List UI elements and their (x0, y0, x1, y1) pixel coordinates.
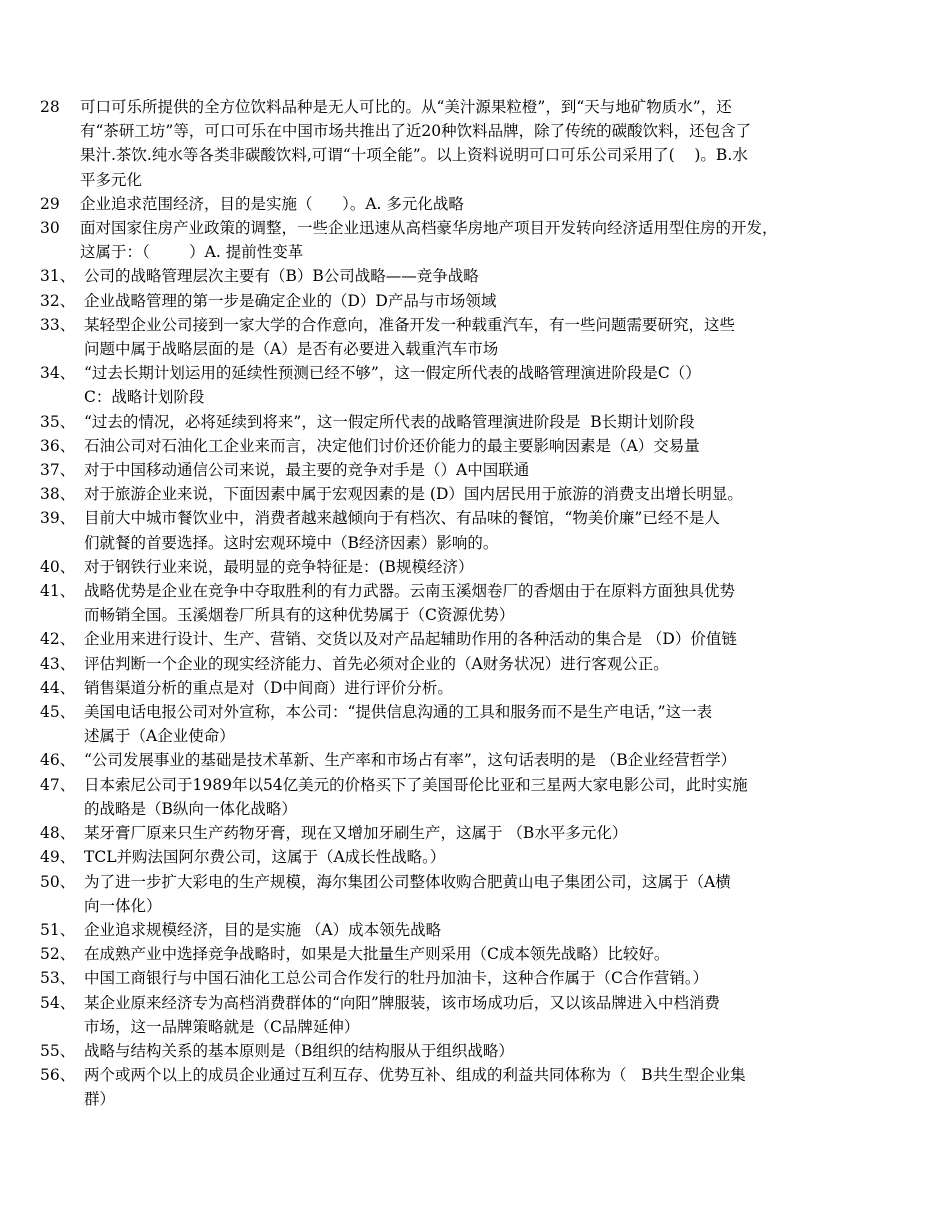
question-number: 38、 (40, 485, 76, 504)
question-text-line: 平多元化 (80, 170, 143, 189)
question-text-line: “过去长期计划运用的延续性预测已经不够”，这一假定所代表的战略管理演进阶段是C（） (84, 364, 701, 383)
question-number: 36、 (40, 436, 76, 455)
question-text-line: 对于中国移动通信公司来说，最主要的竞争对手是（）A中国联通 (84, 461, 530, 480)
question-text-line: 评估判断一个企业的现实经济能力、首先必须对企业的（A财务状况）进行客观公正。 (84, 654, 669, 673)
question-text-line: “公司发展事业的基础是技术革新、生产率和市场占有率”，这句话表明的是 （B企业经营哲学） (84, 751, 737, 770)
question-text-line: 果汁.茶饮.纯水等各类非碳酸饮料,可谓“十项全能”。以上资料说明可口可乐公司采用了( )。B.水 (80, 146, 748, 165)
question-text-line: 有“茶研工坊”等，可口可乐在中国市场共推出了近20种饮料品牌，除了传统的碳酸饮料，还包含了 (80, 122, 752, 141)
question-text (84, 555, 920, 579)
question-text-line: 美国电话电报公司对外宣称，本公司：“提供信息沟通的工具和服务而不是生产电话，”这一表 (84, 703, 713, 722)
question-item (40, 676, 920, 700)
question-text-line: 某企业原来经济专为高档消费群体的“向阳”牌服装，该市场成功后，又以该品牌进入中档消费 (84, 993, 720, 1012)
question-text (84, 313, 920, 361)
question-number: 42、 (40, 630, 76, 649)
question-text-line: 在成熟产业中选择竞争战略时，如果是大批量生产则采用（C成本领先战略）比较好。 (84, 945, 670, 964)
question-item (40, 264, 920, 288)
question-text (84, 264, 920, 288)
question-text-line: 石油公司对石油化工企业来而言，决定他们讨价还价能力的最主要影响因素是（A）交易量 (84, 436, 700, 455)
question-text-line: 对于钢铁行业来说，最明显的竞争特征是：(B规模经济） (84, 557, 474, 576)
question-item (40, 942, 920, 966)
question-text (80, 95, 920, 192)
question-text-line: 的战略是（B纵向一体化战略） (84, 799, 297, 818)
question-text (84, 482, 920, 506)
question-number: 28 (40, 98, 60, 116)
question-item (40, 1039, 920, 1063)
question-item (40, 95, 920, 192)
question-item (40, 991, 920, 1039)
question-number: 34、 (40, 364, 76, 383)
question-text-line: TCL并购法国阿尔费公司，这属于（A成长性战略。） (84, 848, 446, 867)
question-number: 48、 (40, 824, 76, 843)
question-number: 56、 (40, 1066, 76, 1085)
question-item (40, 434, 920, 458)
question-text-line: 目前大中城市餐饮业中，消费者越来越倾向于有档次、有品味的餐馆，“物美价廉”已经不是人 (84, 509, 720, 528)
question-number: 31、 (40, 267, 76, 286)
question-item (40, 410, 920, 434)
question-number: 53、 (40, 969, 76, 988)
question-text-line: 两个或两个以上的成员企业通过互利互存、优势互补、组成的利益共同体称为（ B共生型企业集 (84, 1066, 746, 1085)
question-text (84, 652, 920, 676)
question-text (84, 991, 920, 1039)
question-number: 49、 (40, 848, 76, 867)
question-number: 46、 (40, 751, 76, 770)
question-text (84, 289, 920, 313)
question-text-line: 企业追求规模经济，目的是实施 （A）成本领先战略 (84, 920, 442, 939)
question-item (40, 313, 920, 361)
question-text (84, 918, 920, 942)
question-item (40, 918, 920, 942)
question-item (40, 627, 920, 651)
question-text (84, 773, 920, 821)
question-item (40, 748, 920, 772)
question-text-line: 日本索尼公司于1989年以54亿美元的价格买下了美国哥伦比亚和三星两大家电影公司，此时实施 (84, 775, 748, 794)
question-text (84, 434, 920, 458)
question-item (40, 579, 920, 627)
question-text (84, 1063, 920, 1111)
question-text (80, 192, 920, 216)
question-item (40, 458, 920, 482)
question-number: 44、 (40, 678, 76, 697)
question-item (40, 555, 920, 579)
question-text-line: 向一体化） (84, 896, 162, 915)
question-text-line: 群） (84, 1090, 116, 1109)
question-number: 52、 (40, 945, 76, 964)
question-text (84, 458, 920, 482)
question-item (40, 1063, 920, 1111)
question-text (84, 942, 920, 966)
question-text (84, 966, 920, 990)
question-item (40, 966, 920, 990)
question-text-line: 公司的战略管理层次主要有（B）B公司战略——竞争战略 (84, 267, 479, 286)
question-number: 29 (40, 194, 60, 213)
question-text (84, 676, 920, 700)
question-item (40, 821, 920, 845)
question-number: 39、 (40, 509, 76, 528)
question-number: 32、 (40, 291, 76, 310)
question-item (40, 192, 920, 216)
question-item (40, 773, 920, 821)
question-item (40, 216, 920, 264)
question-number: 47、 (40, 775, 76, 794)
question-item (40, 845, 920, 869)
question-text (84, 410, 920, 434)
question-text-line: 销售渠道分析的重点是对（D中间商）进行评价分析。 (84, 678, 453, 697)
question-text-line: 某牙膏厂原来只生产药物牙膏，现在又增加牙刷生产，这属于 （B水平多元化） (84, 824, 628, 843)
question-number: 30 (40, 219, 60, 238)
question-text-line: 而畅销全国。玉溪烟卷厂所具有的这种优势属于（C资源优势） (84, 606, 515, 625)
question-text-line: 这属于：（ ）A. 提前性变革 (80, 243, 304, 262)
question-text-line: 战略优势是企业在竞争中夺取胜利的有力武器。云南玉溪烟卷厂的香烟由于在原料方面独具优势 (84, 582, 736, 601)
question-item (40, 700, 920, 748)
question-text (84, 748, 920, 772)
question-text (84, 579, 920, 627)
question-number: 50、 (40, 872, 76, 891)
question-text (84, 870, 920, 918)
question-number: 33、 (40, 315, 76, 334)
question-text-line: 中国工商银行与中国石油化工总公司合作发行的牡丹加油卡，这种合作属于（C合作营销。） (84, 969, 709, 988)
question-item (40, 652, 920, 676)
question-item (40, 870, 920, 918)
question-number: 55、 (40, 1041, 76, 1060)
question-number: 43、 (40, 654, 76, 673)
question-text-line: 们就餐的首要选择。这时宏观环境中（B经济因素）影响的。 (84, 533, 499, 552)
question-item (40, 361, 920, 409)
question-number: 37、 (40, 461, 76, 480)
question-text-line: 某轻型企业公司接到一家大学的合作意向，准备开发一种载重汽车，有一些问题需要研究，这些 (84, 315, 736, 334)
question-text-line: C：战略计划阶段 (84, 388, 205, 407)
question-number: 35、 (40, 412, 76, 431)
question-text-line: 战略与结构关系的基本原则是（B组织的结构服从于组织战略） (84, 1041, 514, 1060)
question-number: 40、 (40, 557, 76, 576)
question-number: 54、 (40, 993, 76, 1012)
question-text (80, 216, 920, 264)
question-text (84, 1039, 920, 1063)
question-item (40, 506, 920, 554)
question-list (40, 95, 920, 1112)
question-number: 41、 (40, 582, 76, 601)
question-text-line: 企业战略管理的第一步是确定企业的（D）D产品与市场领域 (84, 291, 497, 310)
question-text (84, 845, 920, 869)
question-text (84, 627, 920, 651)
question-text (84, 821, 920, 845)
question-text-line: 问题中属于战略层面的是（A）是否有必要进入载重汽车市场 (84, 340, 499, 359)
question-item (40, 482, 920, 506)
question-text-line: 述属于（A企业使命） (84, 727, 235, 746)
question-text-line: 企业用来进行设计、生产、营销、交货以及对产品起辅助作用的各种活动的集合是 （D）价值链 (84, 630, 737, 649)
question-text-line: 可口可乐所提供的全方位饮料品种是无人可比的。从“美汁源果粒橙”，到“天与地矿物质水”，还 (80, 98, 732, 116)
question-text-line: 对于旅游企业来说，下面因素中属于宏观因素的是 (D）国内居民用于旅游的消费支出增长明显。 (84, 485, 743, 504)
question-text-line: “过去的情况，必将延续到将来”，这一假定所代表的战略管理演进阶段是 B长期计划阶段 (84, 412, 695, 431)
question-text-line: 市场，这一品牌策略就是（C品牌延伸） (84, 1017, 360, 1036)
question-text-line: 面对国家住房产业政策的调整，一些企业迅速从高档豪华房地产项目开发转向经济适用型住房的开发， (80, 219, 778, 238)
question-item (40, 289, 920, 313)
question-text (84, 361, 920, 409)
question-number: 45、 (40, 703, 76, 722)
question-text (84, 506, 920, 554)
question-text-line: 为了进一步扩大彩电的生产规模，海尔集团公司整体收购合肥黄山电子集团公司，这属于（A横 (84, 872, 731, 891)
question-number: 51、 (40, 920, 76, 939)
question-text (84, 700, 920, 748)
question-text-line: 企业追求范围经济，目的是实施（ ）。A. 多元化战略 (80, 194, 464, 213)
